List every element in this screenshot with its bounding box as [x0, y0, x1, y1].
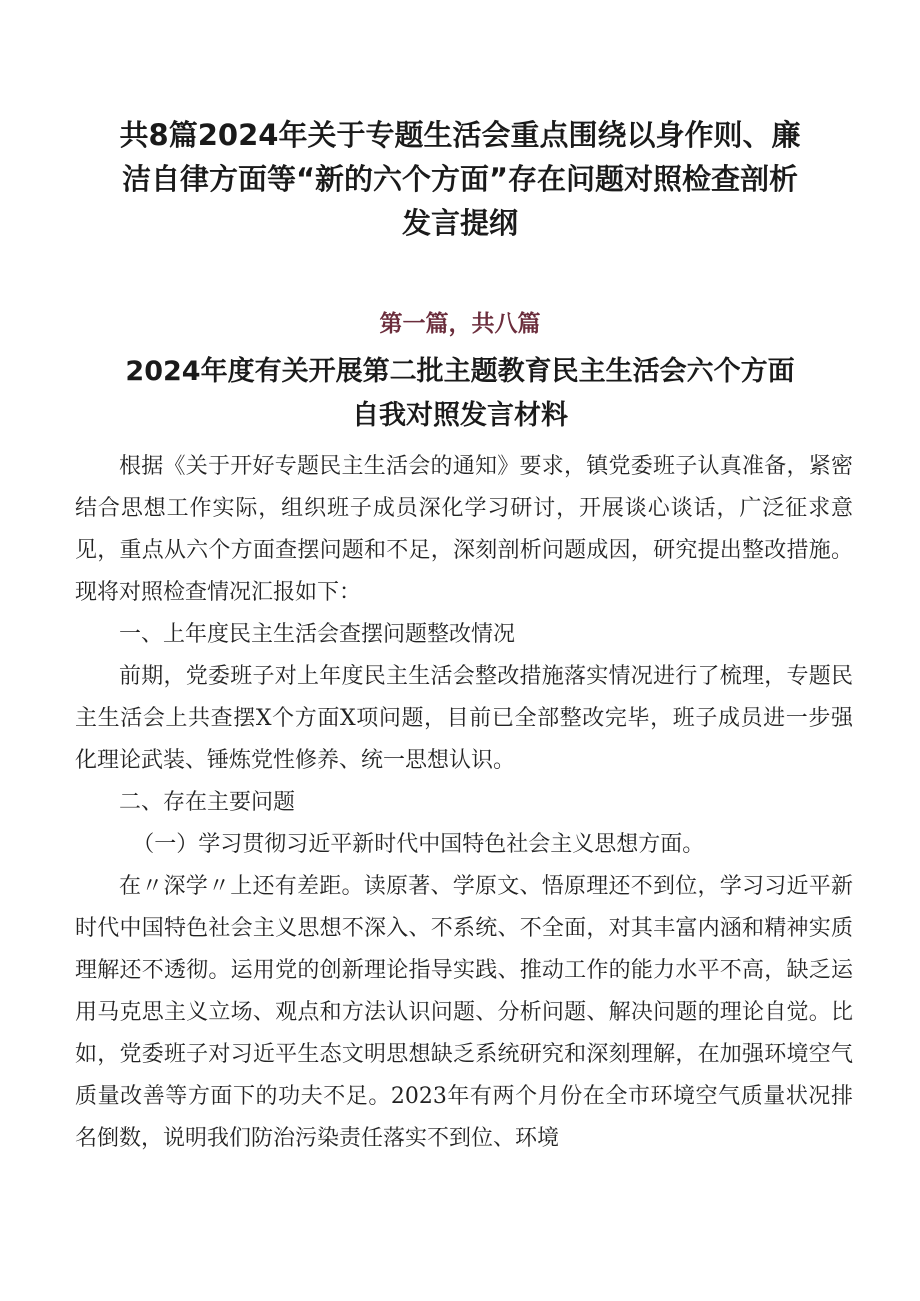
body-text [75, 446, 853, 1160]
part-label: 第一篇，共八篇 [379, 311, 541, 337]
paragraph-intro: 根据《关于开好专题民主生活会的通知》要求，镇党委班子认真准备，紧密结合思想工作实际，组织班子成员深化学习研讨，开展谈心谈话，广泛征求意见，重点从六个方面查摆问题和不足，深刻剖析问题成因，研究提出整改措施。现将对照检查情况汇报如下： [75, 454, 853, 605]
subheading-study: （一）学习贯彻习近平新时代中国特色社会主义思想方面。 [132, 832, 705, 857]
heading-rectification: 一、上年度民主生活会查摆问题整改情况 [119, 622, 516, 647]
document-title: 共8篇2024年关于专题生活会重点围绕以身作则、廉洁自律方面等“新的六个方面”存在问题对照检查剖析发言提纲 [119, 118, 801, 240]
section-title: 2024年度有关开展第二批主题教育民主生活会六个方面自我对照发言材料 [125, 356, 795, 431]
paragraph-rectification: 前期，党委班子对上年度民主生活会整改措施落实情况进行了梳理，专题民主生活会上共查摆X个方面X项问题，目前已全部整改完毕，班子成员进一步强化理论武装、锤炼党性修养、统一思想认识。 [75, 664, 853, 773]
paragraph-study: 在〃深学〃上还有差距。读原著、学原文、悟原理还不到位，学习习近平新时代中国特色社会主义思想不深入、不系统、不全面，对其丰富内涵和精神实质理解还不透彻。运用党的创新理论指导实践、推动工作的能力水平不高，缺乏运用马克思主义立场、观点和方法认识问题、分析问题、解决问题的理论自觉。比如，党委班子对习近平生态文明思想缺乏系统研究和深刻理解，在加强环境空气质量改善等方面下的功夫不足。2023年有两个月份在全市环境空气质量状况排名倒数，说明我们防治污染责任落实不到位、环境 [75, 874, 853, 1151]
heading-main-problems: 二、存在主要问题 [119, 790, 296, 815]
